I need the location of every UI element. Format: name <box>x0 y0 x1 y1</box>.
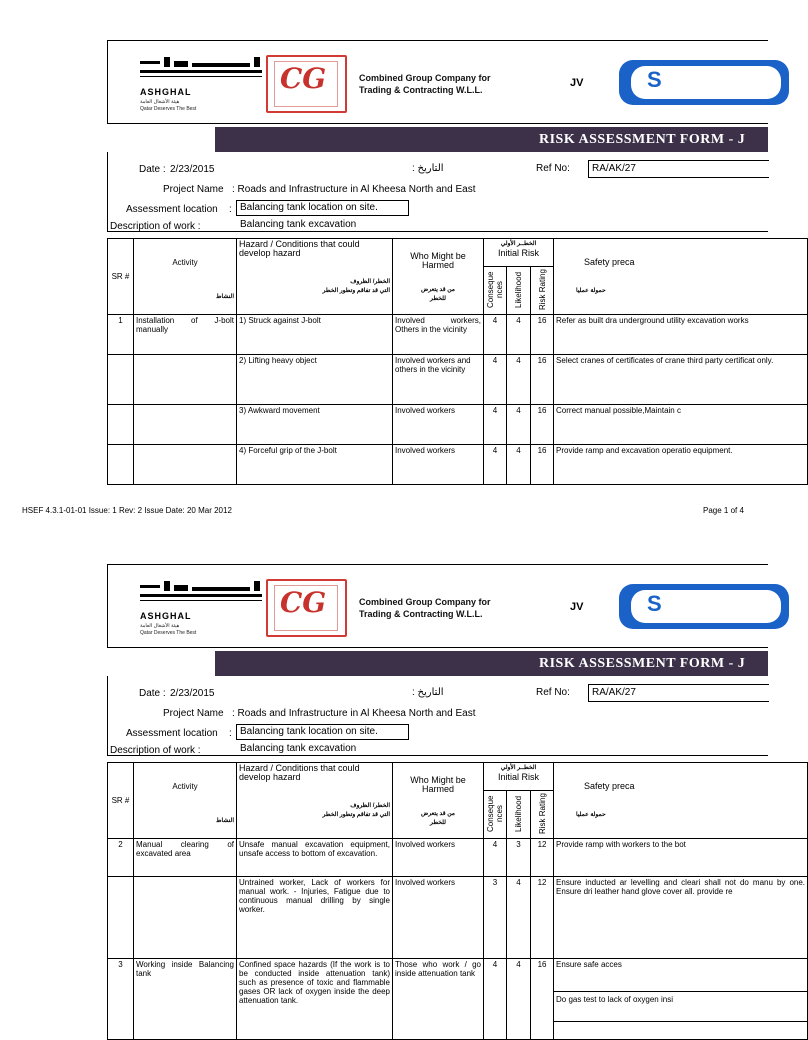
date-arabic: التاريخ : <box>412 687 444 698</box>
description-label: Description of work : <box>110 221 201 232</box>
ashghal-name: ASHGHAL <box>140 611 192 621</box>
date-label: Date : <box>139 688 166 699</box>
hazard-header: Hazard / Conditions that could develop hazard الخطر/ الظروف التي قد تفاقم وتطور الخطر <box>237 239 393 315</box>
description-value: Balancing tank excavation <box>240 219 357 230</box>
project-label: Project Name <box>163 184 224 195</box>
date-label: Date : <box>139 164 166 175</box>
project-value: : Roads and Infrastructure in Al Kheesa North and East <box>232 708 476 719</box>
info-section: Date : 2/23/2015 التاريخ : Ref No: RA/AK/27 Project Name : Roads and Infrastructure in Al Kheesa North and East Assessment location : Balancing tank location on site. Description of work : Balancing tank excavation <box>107 676 768 756</box>
jv-label: JV <box>570 77 584 89</box>
table-row: 3) Awkward movement Involved workers 4 4 16 Correct manual possible,Maintain c <box>108 405 808 445</box>
cg-logo: CG <box>266 55 347 113</box>
sr-header: SR # <box>108 763 134 839</box>
footer-doc-code: HSEF 4.3.1-01-01 Issue: 1 Rev: 2 Issue Date: 20 Mar 2012 <box>22 506 232 515</box>
ashghal-arabic: هيئة الأشغال العامة <box>140 99 180 105</box>
cg-logo: CG <box>266 579 347 637</box>
location-label: Assessment location <box>126 204 218 215</box>
sr-header: SR # <box>108 239 134 315</box>
location-value: Balancing tank location on site. <box>236 724 409 740</box>
date-value: 2/23/2015 <box>170 164 215 175</box>
who-header: Who Might be Harmed من قد يتعرض للخطر <box>393 763 484 839</box>
ref-label: Ref No: <box>536 687 570 698</box>
activity-header: Activity النشاط <box>134 763 237 839</box>
ashghal-tagline: Qatar Deserves The Best <box>140 630 197 636</box>
form-header <box>107 564 768 648</box>
info-section: Date : 2/23/2015 التاريخ : Ref No: RA/AK/27 Project Name : Roads and Infrastructure in Al Kheesa North and East Assessment location : Balancing tank location on site. Description of work : Balancing tank excavation <box>107 152 768 232</box>
form-page-1 <box>107 40 774 485</box>
activity-header: Activity النشاط <box>134 239 237 315</box>
table-row: Untrained worker, Lack of workers for manual work. - Injuries, Fatigue due to continuous manual drilling by single worker. Involved workers 3 4 12 Ensure inducted ar levelling and cleari shall not do manu by one. Ensure dri leather hand glove cover all. provide re <box>108 877 808 959</box>
project-label: Project Name <box>163 708 224 719</box>
form-header <box>107 40 768 124</box>
date-value: 2/23/2015 <box>170 688 215 699</box>
ashghal-logo <box>140 57 262 113</box>
ashghal-arabic: هيئة الأشغال العامة <box>140 623 180 629</box>
company-name: Combined Group Company for Trading & Contracting W.L.L. <box>359 597 491 619</box>
form-title: RISK ASSESSMENT FORM - J <box>215 651 768 676</box>
description-value: Balancing tank excavation <box>240 743 357 754</box>
footer-page-number: Page 1 of 4 <box>703 506 744 515</box>
table-row: 2 Manual clearing of excavated area Unsafe manual excavation equipment, unsafe access to bottom of excavation. Involved workers 4 3 12 Provide ramp with workers to the bot <box>108 839 808 877</box>
rating-header: Risk Rating <box>531 791 554 839</box>
safety-header: Safety preca حمولة عمليا <box>554 239 808 315</box>
ashghal-logo <box>140 581 262 637</box>
partner-logo: S <box>619 584 789 629</box>
ashghal-tagline: Qatar Deserves The Best <box>140 106 197 112</box>
safety-header: Safety preca حمولة عمليا <box>554 763 808 839</box>
partner-logo: S <box>619 60 789 105</box>
ref-value: RA/AK/27 <box>588 160 769 178</box>
safety-extra: Do gas test to lack of oxygen insi <box>554 991 807 1021</box>
initial-risk-header: الخطــر الأولي Initial Risk <box>484 763 554 791</box>
who-header: Who Might be Harmed من قد يتعرض للخطر <box>393 239 484 315</box>
jv-label: JV <box>570 601 584 613</box>
consequences-header: Conseque nces <box>484 791 507 839</box>
form-title: RISK ASSESSMENT FORM - J <box>215 127 768 152</box>
table-row: 4) Forceful grip of the J-bolt Involved workers 4 4 16 Provide ramp and excavation operatio equipment. <box>108 445 808 485</box>
description-label: Description of work : <box>110 745 201 756</box>
likelihood-header: Likelihood <box>507 791 531 839</box>
table-row: 3 Working inside Balancing tank Confined space hazards (If the work is to be conducted inside attenuation tank) such as presence of toxic and flammable gases OR lack of oxygen inside the deep attenuation tank. Those who work / go inside attenuation tank 4 4 16 Ensure safe acces Do gas test to lack of oxygen insi <box>108 959 808 1040</box>
location-value: Balancing tank location on site. <box>236 200 409 216</box>
consequences-header: Conseque nces <box>484 267 507 315</box>
table-row: 1 Installation of J-bolt manually 1) Struck against J-bolt Involved workers, Others in the vicinity 4 4 16 Refer as built dra underground utility excavation works <box>108 315 808 355</box>
form-page-2 <box>107 564 806 1024</box>
hazard-header: Hazard / Conditions that could develop hazard الخطر/ الظروف التي قد تفاقم وتطور الخطر <box>237 763 393 839</box>
date-arabic: التاريخ : <box>412 163 444 174</box>
ref-value: RA/AK/27 <box>588 684 769 702</box>
likelihood-header: Likelihood <box>507 267 531 315</box>
rating-header: Risk Rating <box>531 267 554 315</box>
project-value: : Roads and Infrastructure in Al Kheesa North and East <box>232 184 476 195</box>
location-label: Assessment location <box>126 728 218 739</box>
company-name: Combined Group Company for Trading & Contracting W.L.L. <box>359 73 491 95</box>
table-row: 2) Lifting heavy object Involved workers and others in the vicinity 4 4 16 Select cranes of certificates of crane third party certificat only. <box>108 355 808 405</box>
ref-label: Ref No: <box>536 163 570 174</box>
initial-risk-header: الخطــر الأولي Initial Risk <box>484 239 554 267</box>
risk-table-page-1 <box>107 238 808 485</box>
risk-table-page-2 <box>107 762 808 1040</box>
ashghal-name: ASHGHAL <box>140 87 192 97</box>
